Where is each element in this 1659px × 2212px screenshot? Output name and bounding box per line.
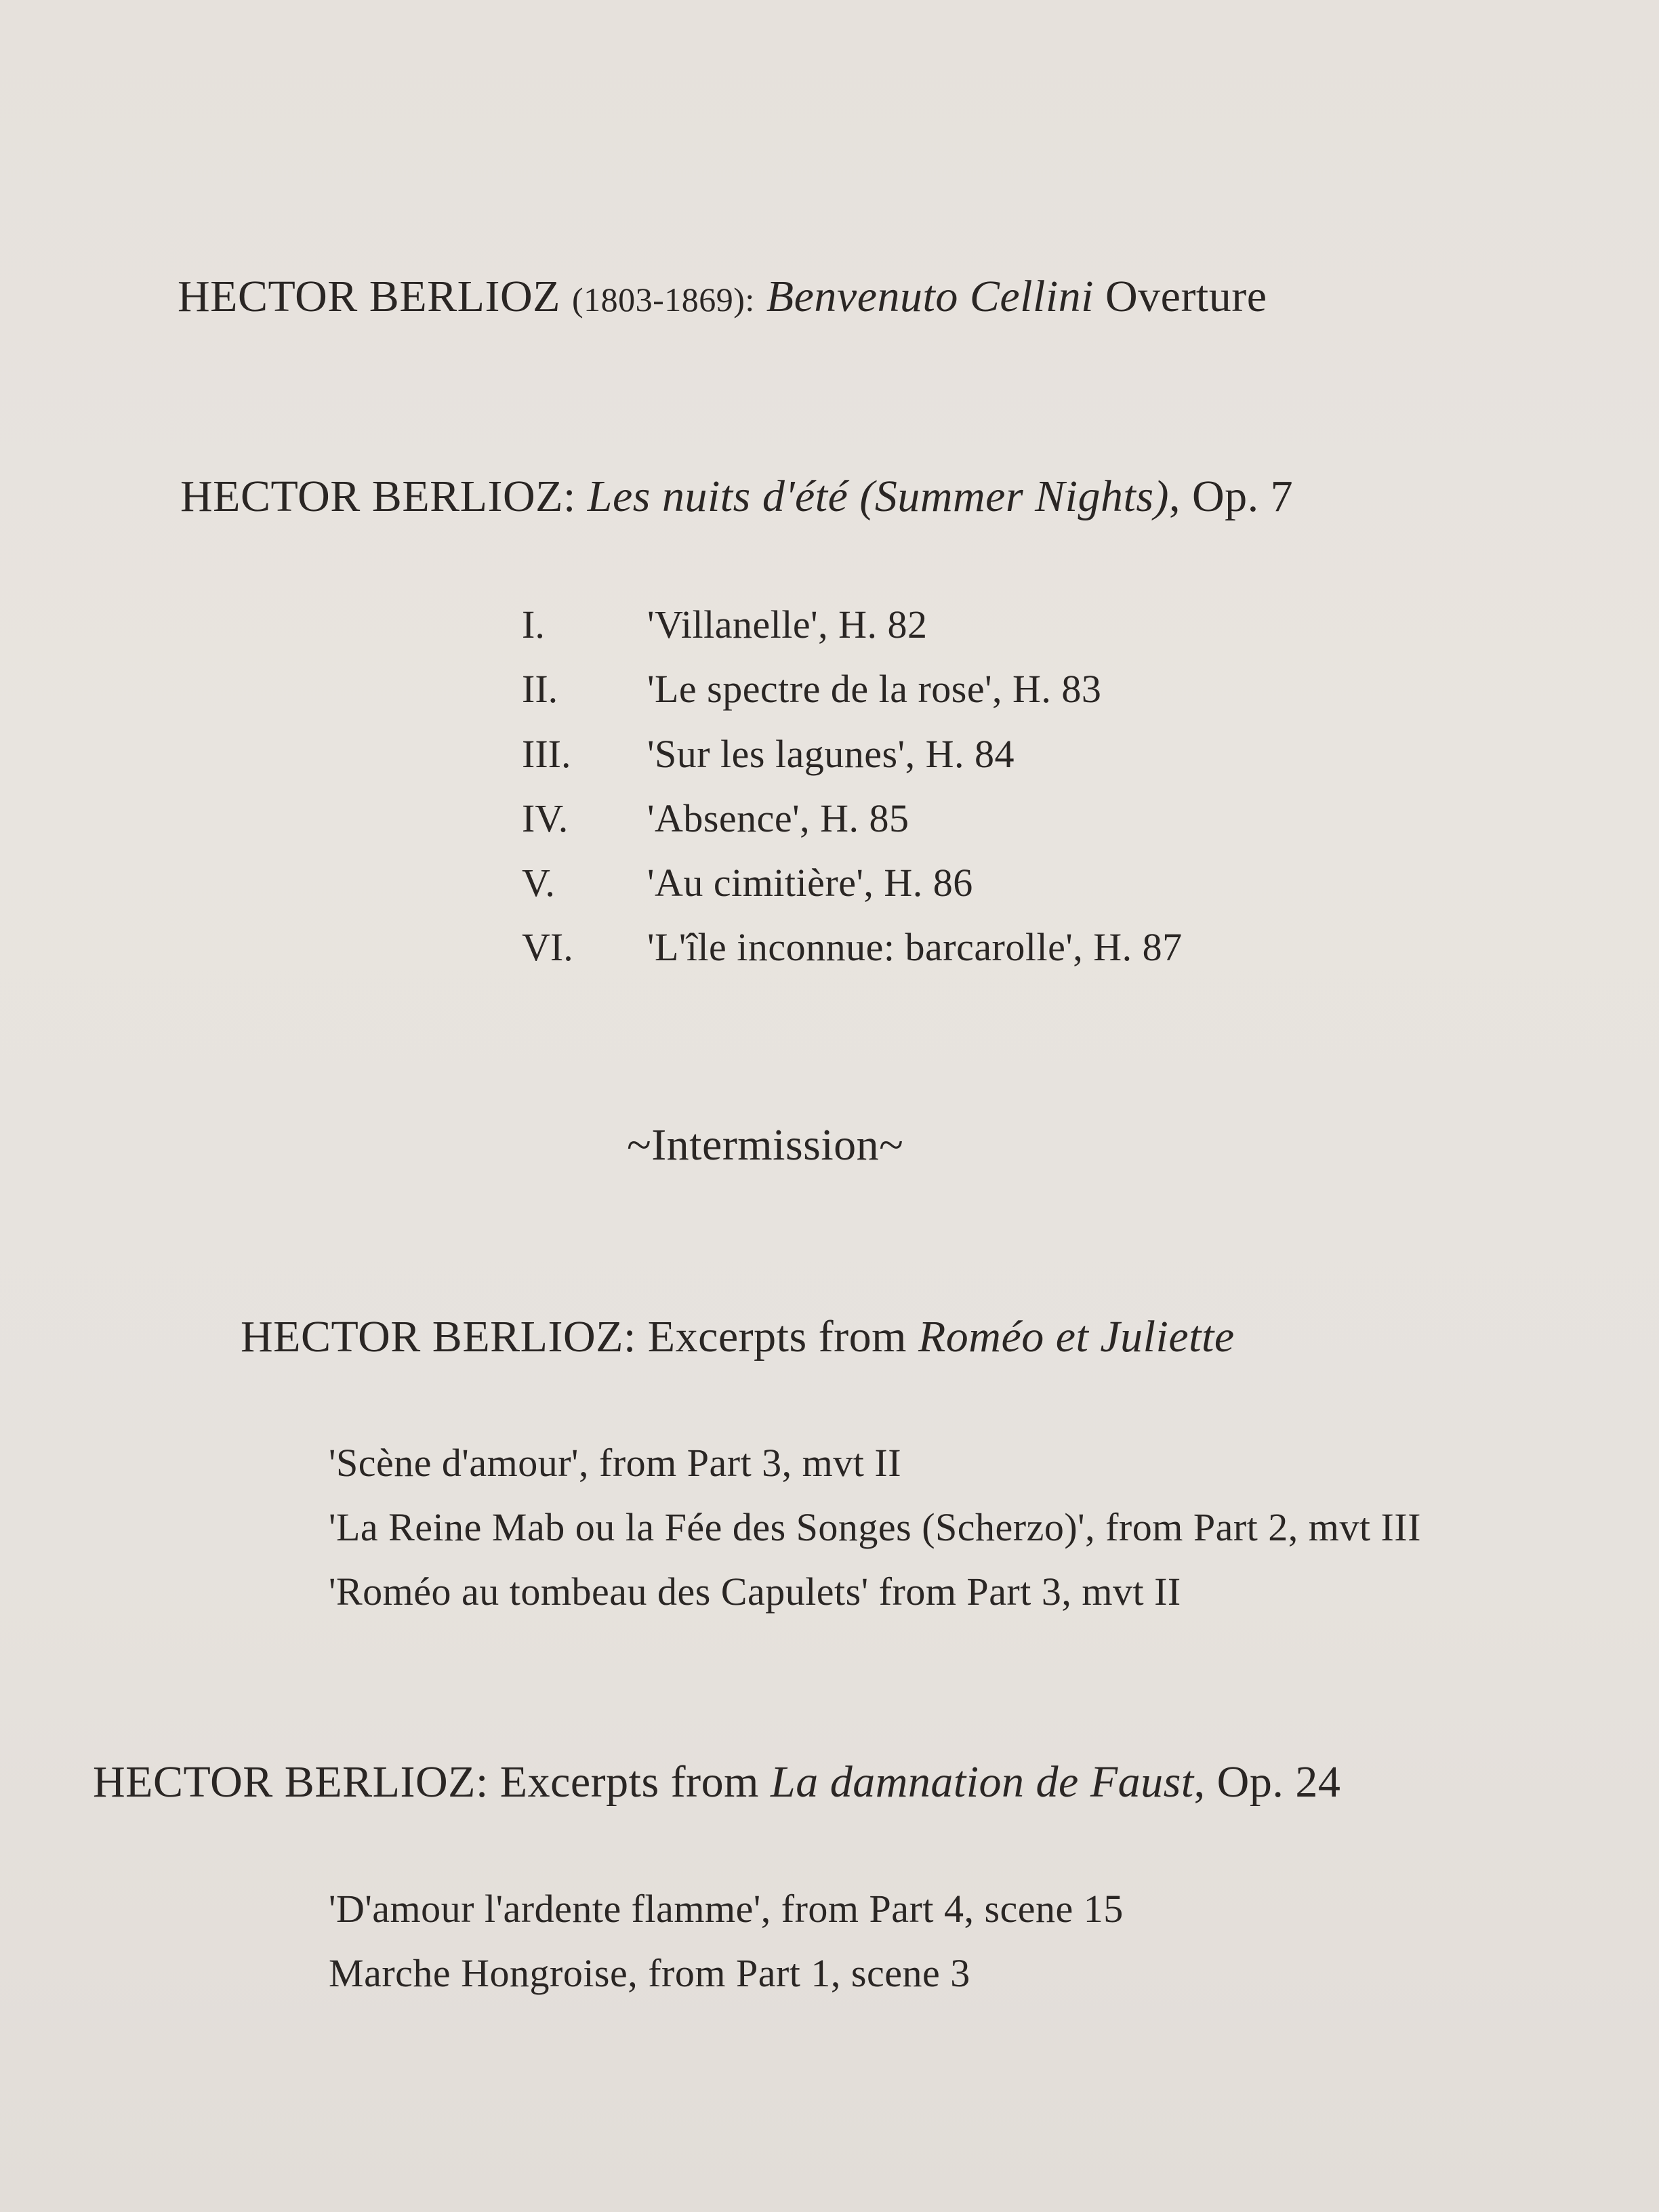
movement-numeral: II. <box>522 667 558 711</box>
work4-prefix: Excerpts from <box>499 1757 759 1807</box>
movement-title: 'Absence', H. 85 <box>647 796 909 840</box>
work2-heading <box>180 471 1293 523</box>
movement-title: 'Le spectre de la rose', H. 83 <box>647 667 1102 711</box>
intermission-label: ~Intermission~ <box>627 1120 904 1170</box>
work4-suffix: , Op. 24 <box>1193 1757 1341 1807</box>
work2-composer: HECTOR BERLIOZ: <box>180 472 576 521</box>
excerpt-item: 'D'amour l'ardente flamme', from Part 4, scene 15 <box>329 1887 1124 1931</box>
work1-title: Benvenuto Cellini <box>766 272 1094 321</box>
work3-title: Roméo et Juliette <box>918 1312 1235 1361</box>
work1-heading <box>178 271 1267 323</box>
movement-numeral: VI. <box>522 925 573 969</box>
movement-title: 'Sur les lagunes', H. 84 <box>647 732 1015 776</box>
work1-suffix: Overture <box>1105 272 1267 321</box>
work1-composer: HECTOR BERLIOZ <box>178 272 560 321</box>
movement-numeral: III. <box>522 732 571 776</box>
movement-numeral: V. <box>522 861 555 905</box>
work4-heading <box>93 1757 1340 1808</box>
work3-composer: HECTOR BERLIOZ: <box>241 1312 636 1361</box>
work4-title: La damnation de Faust <box>770 1757 1194 1807</box>
movement-numeral: I. <box>522 602 545 647</box>
movement-title: 'L'île inconnue: barcarolle', H. 87 <box>647 925 1183 969</box>
excerpt-item: 'Roméo au tombeau des Capulets' from Part 3, mvt II <box>329 1570 1181 1614</box>
excerpt-item: 'La Reine Mab ou la Fée des Songes (Scherzo)', from Part 2, mvt III <box>329 1505 1421 1549</box>
excerpt-item: Marche Hongroise, from Part 1, scene 3 <box>329 1951 970 1995</box>
movement-title: 'Au cimitière', H. 86 <box>647 861 973 905</box>
work3-heading <box>241 1311 1235 1363</box>
movement-title: 'Villanelle', H. 82 <box>647 602 928 647</box>
excerpt-item: 'Scène d'amour', from Part 3, mvt II <box>329 1441 902 1485</box>
work1-dates: (1803-1869): <box>571 281 755 319</box>
work3-prefix: Excerpts from <box>647 1312 907 1361</box>
work4-composer: HECTOR BERLIOZ: <box>93 1757 489 1807</box>
work2-suffix: , Op. 7 <box>1169 472 1294 521</box>
movement-numeral: IV. <box>522 796 569 840</box>
work2-title: Les nuits d'été (Summer Nights) <box>587 472 1170 521</box>
